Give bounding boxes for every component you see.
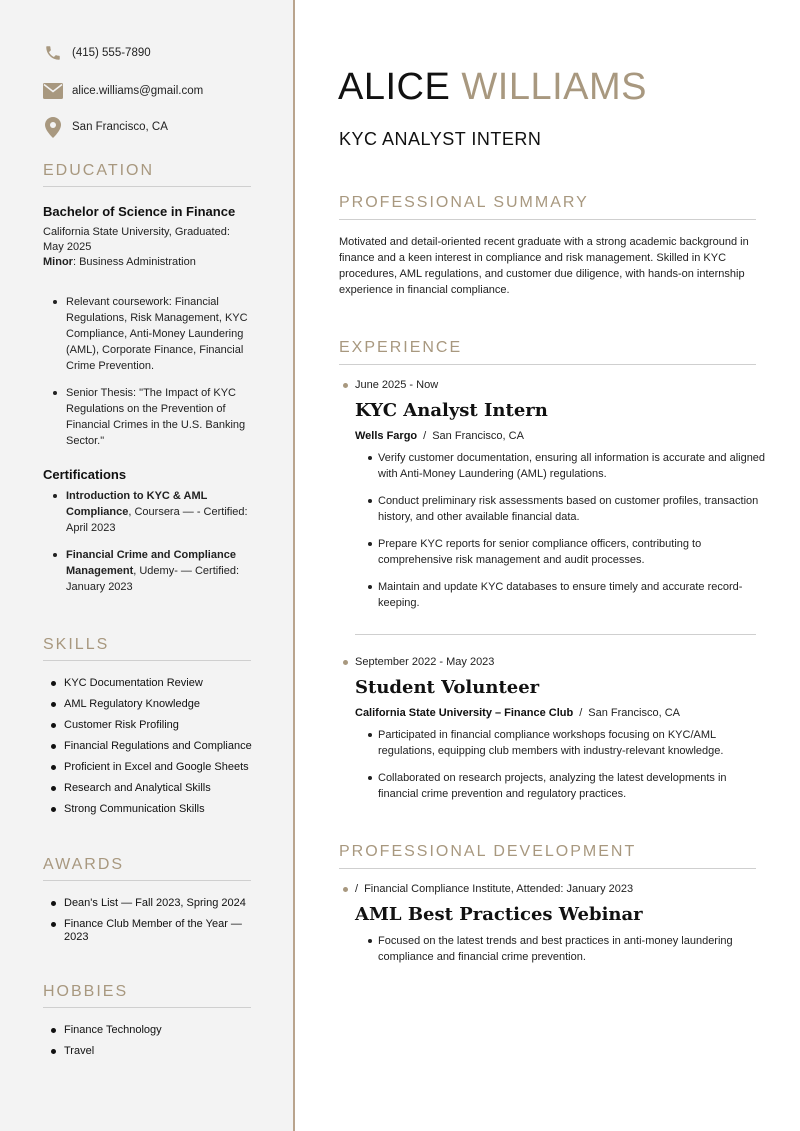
job-bullets xyxy=(368,727,768,813)
section-divider xyxy=(355,634,756,635)
list-item: Financial Regulations and Compliance xyxy=(51,740,266,753)
job-dates xyxy=(343,656,494,668)
job-org xyxy=(355,430,524,442)
minor-label: Minor xyxy=(43,256,73,268)
education-details xyxy=(53,294,258,449)
list-item: Prepare KYC reports for senior compliance officers, contributing to comprehensive risk management and audit processes. xyxy=(368,536,768,568)
experience-heading: EXPERIENCE xyxy=(339,339,756,365)
education-degree: Bachelor of Science in Finance xyxy=(43,204,236,219)
contact-phone xyxy=(43,43,151,63)
list-item: Collaborated on research projects, analyzing the latest developments in financial crime prevention and regulatory practices. xyxy=(368,770,768,802)
hobbies-list xyxy=(51,1024,251,1066)
cert-name: Introduction to KYC & AML Compliance xyxy=(66,490,208,518)
list-item xyxy=(53,488,253,536)
cert-detail: , Coursera — - Certified: April 2023 xyxy=(66,506,248,534)
list-item: Senior Thesis: "The Impact of KYC Regulations on the Prevention of Financial Crimes in the U.S. Banking Sector." xyxy=(53,385,258,449)
phone-icon xyxy=(43,43,63,63)
development-role: AML Best Practices Webinar xyxy=(355,904,643,925)
list-item: Conduct preliminary risk assessments based on customer profiles, transaction history, and other available financial data. xyxy=(368,493,768,525)
education-heading: EDUCATION xyxy=(43,162,251,187)
certifications-heading: Certifications xyxy=(43,467,127,482)
certifications-list xyxy=(53,488,253,595)
skills-list xyxy=(51,677,266,824)
bullet-dot xyxy=(343,383,348,388)
org-location: San Francisco, CA xyxy=(588,707,680,719)
contact-location xyxy=(43,117,168,137)
org-location: San Francisco, CA xyxy=(432,430,524,442)
list-item: AML Regulatory Knowledge xyxy=(51,698,266,711)
job-role: KYC Analyst Intern xyxy=(355,400,548,421)
minor-value: : Business Administration xyxy=(72,256,196,268)
development-meta xyxy=(343,883,633,895)
job-dates-text: June 2025 - Now xyxy=(355,379,439,391)
org-name: Wells Fargo xyxy=(355,430,418,442)
org-separator: / xyxy=(579,707,583,719)
sidebar xyxy=(0,0,295,1131)
candidate-name xyxy=(338,66,647,109)
job-org xyxy=(355,707,680,719)
list-item: Customer Risk Profiling xyxy=(51,719,266,732)
org-separator: / xyxy=(423,430,427,442)
list-item: Proficient in Excel and Google Sheets xyxy=(51,761,266,774)
development-separator: / xyxy=(355,883,359,895)
contact-location-text: San Francisco, CA xyxy=(72,121,168,133)
education-minor xyxy=(43,256,196,268)
list-item: KYC Documentation Review xyxy=(51,677,266,690)
list-item: Focused on the latest trends and best practices in anti-money laundering compliance and financial crime prevention. xyxy=(368,933,768,965)
contact-email xyxy=(43,81,203,101)
job-dates-text: September 2022 - May 2023 xyxy=(355,656,495,668)
list-item: Verify customer documentation, ensuring all information is accurate and aligned with Anti-Money Laundering (AML) regulations. xyxy=(368,450,768,482)
list-item: Finance Technology xyxy=(51,1024,251,1037)
list-item xyxy=(53,547,253,595)
last-name: WILLIAMS xyxy=(461,66,647,108)
job-dates xyxy=(343,379,438,391)
hobbies-heading: HOBBIES xyxy=(43,983,251,1008)
summary-heading: PROFESSIONAL SUMMARY xyxy=(339,194,756,220)
envelope-icon xyxy=(43,81,63,101)
first-name: ALICE xyxy=(338,66,451,108)
list-item: Maintain and update KYC databases to ensure timely and accurate record-keeping. xyxy=(368,579,768,611)
summary-text: Motivated and detail-oriented recent graduate with a strong academic background in finance and a keen interest in compliance and risk management. Skilled in KYC procedures, AML regulations, and customer due diligence, with hands-on internship experience in financial compliance. xyxy=(339,236,749,296)
list-item: Finance Club Member of the Year — 2023 xyxy=(51,918,251,944)
development-heading: PROFESSIONAL DEVELOPMENT xyxy=(339,843,756,869)
awards-list xyxy=(51,897,251,952)
list-item: Travel xyxy=(51,1045,251,1058)
list-item: Strong Communication Skills xyxy=(51,803,266,816)
list-item: Dean's List — Fall 2023, Spring 2024 xyxy=(51,897,251,910)
development-bullets xyxy=(368,933,768,976)
org-name: California State University – Finance Club xyxy=(355,707,574,719)
contact-email-text: alice.williams@gmail.com xyxy=(72,85,204,97)
cert-name: Financial Crime and Compliance Management xyxy=(66,549,236,577)
cert-detail: , Udemy- — Certified: January 2023 xyxy=(66,565,239,593)
contact-phone-text: (415) 555-7890 xyxy=(72,47,151,59)
list-item: Participated in financial compliance workshops focusing on KYC/AML regulations, equipping club members with industry-relevant knowledge. xyxy=(368,727,768,759)
job-bullets xyxy=(368,450,768,622)
awards-heading: AWARDS xyxy=(43,856,251,881)
list-item: Research and Analytical Skills xyxy=(51,782,266,795)
list-item: Relevant coursework: Financial Regulations, Risk Management, KYC Compliance, Anti-Money Laundering (AML), Corporate Finance, Financial Crime Prevention. xyxy=(53,294,258,374)
skills-heading: SKILLS xyxy=(43,636,251,661)
bullet-dot xyxy=(343,887,348,892)
bullet-dot xyxy=(343,660,348,665)
map-pin-icon xyxy=(43,117,63,137)
job-title: KYC ANALYST INTERN xyxy=(339,129,542,149)
education-school: California State University, Graduated: May 2025 xyxy=(43,226,230,253)
main-content xyxy=(296,0,800,1131)
development-meta-text: Financial Compliance Institute, Attended: January 2023 xyxy=(364,883,634,895)
job-role: Student Volunteer xyxy=(355,677,540,698)
